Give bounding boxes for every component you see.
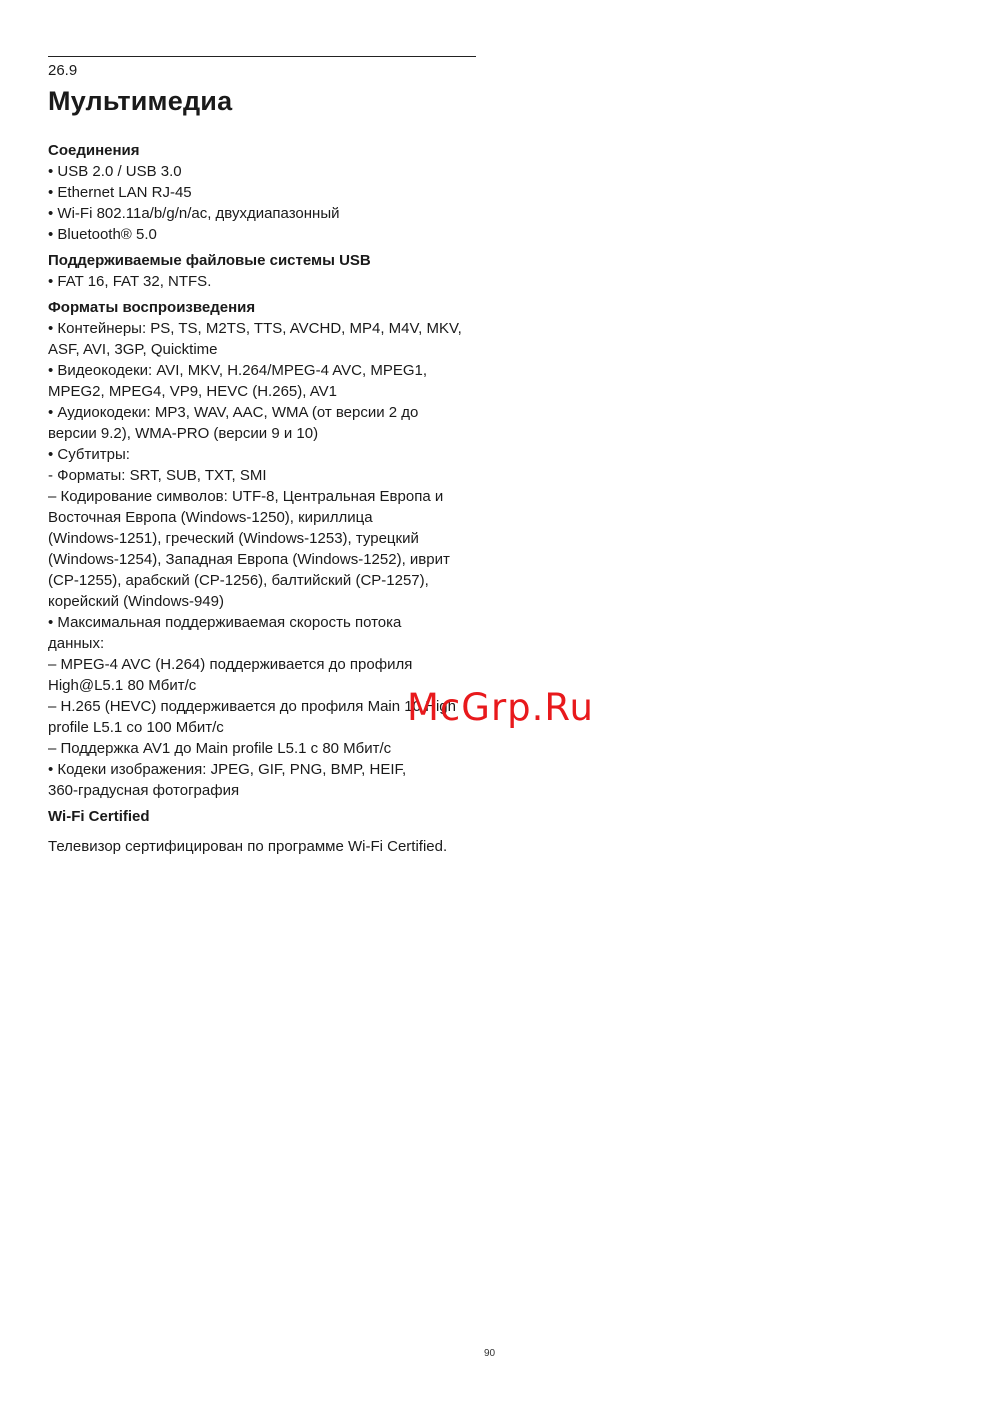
text-line: • Видеокодеки: AVI, MKV, H.264/MPEG-4 AVC, MPEG1, [48, 362, 428, 379]
document-body [48, 140, 488, 857]
text-line: корейский (Windows-949) [48, 593, 224, 610]
watermark-logo: McGrp.Ru [407, 686, 594, 729]
text-line: – Поддержка AV1 до Main profile L5.1 с 80 Мбит/с [48, 740, 392, 757]
text-line: версии 9.2), WMA-PRO (версии 9 и 10) [48, 425, 319, 442]
section-rule [48, 56, 476, 57]
text-line: (CP-1255), арабский (CP-1256), балтийский (CP-1257), [48, 572, 429, 589]
text-line: (Windows-1251), греческий (Windows-1253), турецкий [48, 530, 419, 547]
wifi-heading: Wi-Fi Certified [48, 808, 150, 825]
filesystems-heading: Поддерживаемые файловые системы USB [48, 252, 371, 269]
text-line: MPEG2, MPEG4, VP9, HEVC (H.265), AV1 [48, 383, 337, 400]
list-item: • Ethernet LAN RJ-45 [48, 184, 192, 201]
formats-heading: Форматы воспроизведения [48, 299, 256, 316]
text-line: Восточная Европа (Windows-1250), кириллица [48, 509, 373, 526]
wifi-text: Телевизор сертифицирован по программе Wi-Fi Certified. [48, 838, 448, 855]
text-line: • Контейнеры: PS, TS, M2TS, TTS, AVCHD, MP4, M4V, MKV, [48, 320, 462, 337]
filesystems-list [48, 271, 488, 292]
text-line: – H.265 (HEVC) поддерживается до профиля Main 10 High [48, 698, 456, 715]
text-line: данных: [48, 635, 105, 652]
text-line: • Аудиокодеки: MP3, WAV, AAC, WMA (от версии 2 до [48, 404, 419, 421]
text-line: ASF, AVI, 3GP, Quicktime [48, 341, 218, 358]
list-item: • USB 2.0 / USB 3.0 [48, 163, 182, 180]
text-line: 360-градусная фотография [48, 782, 240, 799]
section-number: 26.9 [48, 62, 78, 79]
list-item: • Bluetooth® 5.0 [48, 226, 157, 243]
page-number: 90 [484, 1348, 496, 1359]
section-header [48, 56, 476, 118]
text-line: (Windows-1254), Западная Европа (Windows-1252), иврит [48, 551, 450, 568]
connections-heading: Соединения [48, 142, 140, 159]
list-item: • Wi-Fi 802.11a/b/g/n/ac, двухдиапазонный [48, 205, 340, 222]
list-item: • FAT 16, FAT 32, NTFS. [48, 273, 212, 290]
text-line: – Кодирование символов: UTF-8, Центральная Европа и [48, 488, 444, 505]
text-line: High@L5.1 80 Мбит/с [48, 677, 197, 694]
text-line: profile L5.1 со 100 Мбит/с [48, 719, 224, 736]
text-line: • Кодеки изображения: JPEG, GIF, PNG, BMP, HEIF, [48, 761, 407, 778]
connections-list [48, 161, 488, 245]
page-title: Мультимедиа [48, 86, 233, 116]
text-line: • Субтитры: [48, 446, 130, 463]
text-line: • Максимальная поддерживаемая скорость потока [48, 614, 402, 631]
text-line: – MPEG-4 AVC (H.264) поддерживается до профиля [48, 656, 413, 673]
text-line: - Форматы: SRT, SUB, TXT, SMI [48, 467, 267, 484]
